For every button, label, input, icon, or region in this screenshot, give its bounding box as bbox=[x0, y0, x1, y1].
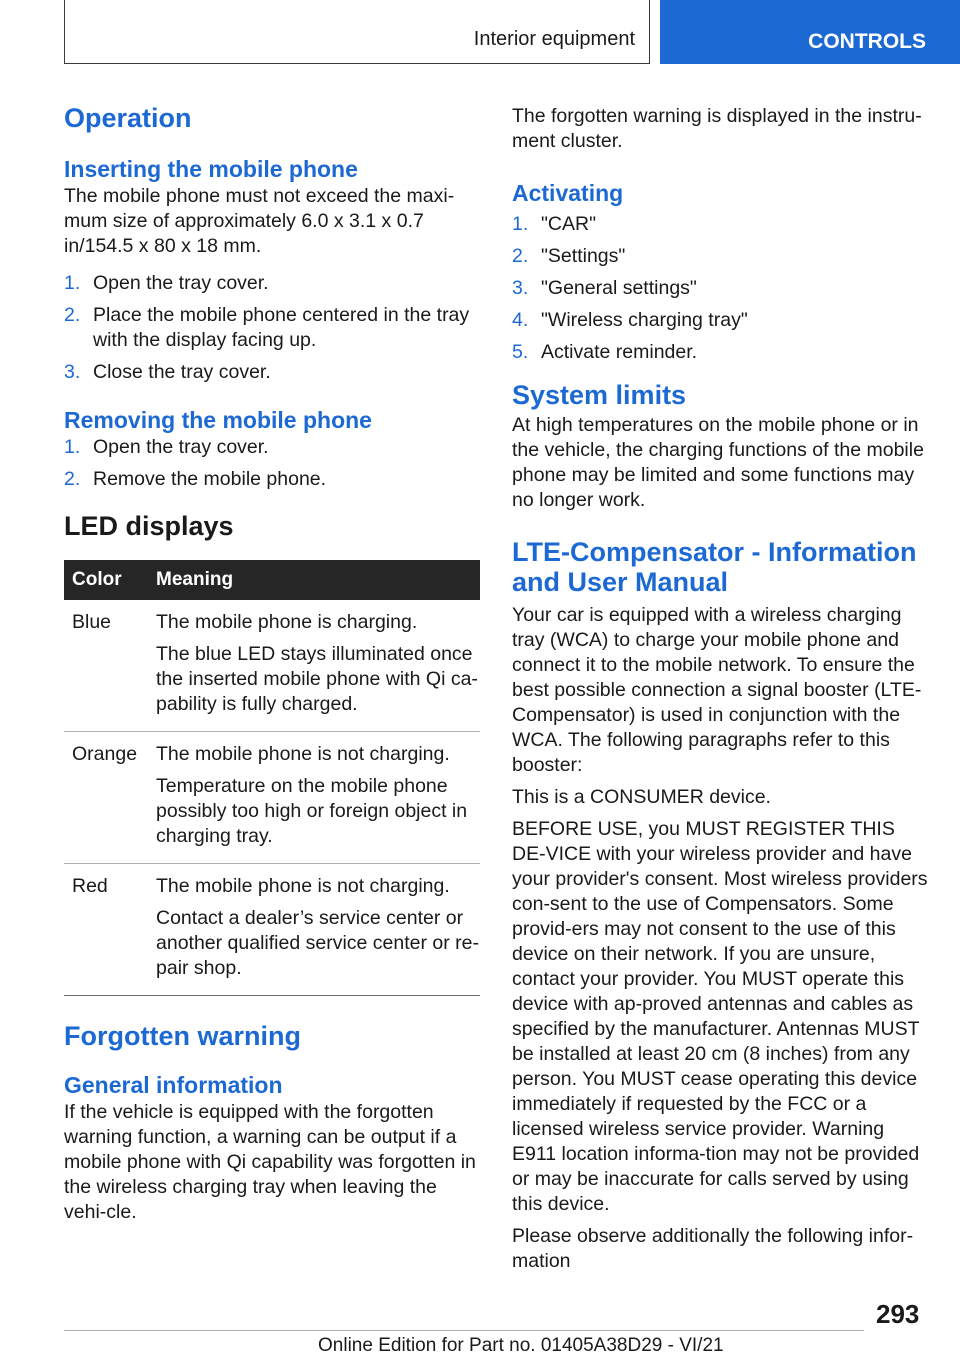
led-table bbox=[64, 560, 480, 996]
list-item-number: 3. bbox=[512, 277, 529, 299]
list-item-text: "Settings" bbox=[541, 245, 626, 267]
system-limits-heading: System limits bbox=[512, 380, 687, 410]
led-color-cell: Blue bbox=[64, 600, 156, 732]
list-item-text: Close the tray cover. bbox=[93, 361, 271, 383]
forgotten-heading: Forgotten warning bbox=[64, 1021, 301, 1051]
led-meaning-cell bbox=[156, 732, 480, 864]
list-item-text: Remove the mobile phone. bbox=[93, 468, 327, 490]
table-row bbox=[64, 864, 480, 996]
led-table-header-row bbox=[64, 560, 480, 600]
list-item-text: Open the tray cover. bbox=[93, 272, 269, 294]
led-meaning-line2: The blue LED stays illuminated once the inserted mobile phone with Qi ca-pability is fully charged. bbox=[156, 643, 478, 715]
table-row bbox=[64, 600, 480, 732]
list-item-text: "CAR" bbox=[541, 213, 597, 235]
forgotten-display-text: The forgotten warning is displayed in the instru-ment cluster. bbox=[512, 105, 922, 152]
right-column bbox=[512, 100, 928, 1274]
led-color-cell: Red bbox=[64, 864, 156, 996]
led-heading: LED displays bbox=[64, 511, 234, 541]
list-item-text: "General settings" bbox=[541, 277, 697, 299]
list-item bbox=[512, 308, 928, 333]
led-meaning-line2: Contact a dealer’s service center or another qualified service center or re-pair shop. bbox=[156, 907, 479, 979]
list-item-text: "Wireless charging tray" bbox=[541, 309, 748, 331]
lte-paragraph-1: Your car is equipped with a wireless charging tray (WCA) to charge your mobile phone and connect it to the mobile network. To ensure the best possible connection a signal booster (LTE-Compensator) is used in conjunction with the WCA. The following paragraphs refer to this booster: bbox=[512, 604, 922, 776]
inserting-heading: Inserting the mobile phone bbox=[64, 156, 358, 182]
list-item-number: 2. bbox=[64, 304, 81, 326]
list-item-number: 1. bbox=[512, 213, 529, 235]
led-meaning-cell bbox=[156, 864, 480, 996]
list-item bbox=[512, 276, 928, 301]
list-item bbox=[64, 435, 480, 460]
left-column bbox=[64, 100, 480, 1225]
led-table-header-color: Color bbox=[64, 560, 156, 600]
header-chapter-title: CONTROLS bbox=[808, 30, 926, 53]
led-meaning-line1: The mobile phone is not charging. bbox=[156, 743, 450, 765]
led-meaning-line1: The mobile phone is charging. bbox=[156, 611, 418, 633]
header-section-box bbox=[64, 0, 650, 64]
list-item-text: Open the tray cover. bbox=[93, 436, 269, 458]
page-number: 293 bbox=[876, 1299, 920, 1329]
list-item-number: 5. bbox=[512, 341, 529, 363]
list-item-number: 2. bbox=[64, 468, 81, 490]
list-item-number: 3. bbox=[64, 361, 81, 383]
activating-heading: Activating bbox=[512, 180, 624, 206]
led-meaning-cell bbox=[156, 600, 480, 732]
list-item bbox=[64, 271, 480, 296]
removing-heading: Removing the mobile phone bbox=[64, 407, 372, 433]
activating-steps bbox=[512, 212, 928, 365]
lte-paragraph-4: Please observe additionally the following infor-mation bbox=[512, 1225, 914, 1272]
footer-divider bbox=[64, 1330, 864, 1331]
footer-edition: Online Edition for Part no. 01405A38D29 - VI/21 bbox=[318, 1335, 724, 1356]
table-row bbox=[64, 732, 480, 864]
led-meaning-line2: Temperature on the mobile phone possibly too high or foreign object in charging tray. bbox=[156, 775, 468, 847]
inserting-text: The mobile phone must not exceed the maxi-mum size of approximately 6.0 x 3.1 x 0.7 in/154.5 x 80 x 18 mm. bbox=[64, 185, 455, 257]
list-item-number: 1. bbox=[64, 436, 81, 458]
list-item bbox=[64, 303, 480, 353]
list-item bbox=[64, 360, 480, 385]
list-item bbox=[512, 340, 928, 365]
led-meaning-line1: The mobile phone is not charging. bbox=[156, 875, 450, 897]
lte-paragraph-3: BEFORE USE, you MUST REGISTER THIS DE-VICE with your wireless provider and have your provider's consent. Most wireless providers con-sent to the use of Compensators. Some provid-ers may not consent to the use of this device on their network. If you are unsure, contact your provider. You MUST operate this device with ap-proved antennas and cables as specified by the manufacturer. Antennas MUST be installed at least 20 cm (8 inches) from any person. You MUST cease operating this device immediately if requested by the FCC or a licensed wireless service provider. Warning E911 location informa-tion may not be provided or may be inaccurate for calls served by using this device. bbox=[512, 818, 928, 1215]
list-item-text: Activate reminder. bbox=[541, 341, 698, 363]
general-info-heading: General information bbox=[64, 1072, 283, 1098]
operation-heading: Operation bbox=[64, 103, 192, 133]
list-item bbox=[512, 244, 928, 269]
list-item-number: 4. bbox=[512, 309, 529, 331]
general-info-text: If the vehicle is equipped with the forgotten warning function, a warning can be output if a mobile phone with Qi capability was forgotten in the wireless charging tray when leaving the vehi-cle. bbox=[64, 1101, 476, 1223]
list-item bbox=[512, 212, 928, 237]
list-item-text: Place the mobile phone centered in the tray with the display facing up. bbox=[93, 304, 470, 351]
system-limits-text: At high temperatures on the mobile phone or in the vehicle, the charging functions of the mobile phone may be limited and some functions may no longer work. bbox=[512, 414, 924, 511]
removing-steps bbox=[64, 435, 480, 492]
header-chapter-box bbox=[660, 0, 960, 64]
list-item bbox=[64, 467, 480, 492]
led-color-cell: Orange bbox=[64, 732, 156, 864]
header-section-title: Interior equipment bbox=[473, 28, 635, 50]
lte-heading: LTE-Compensator - Information and User Manual bbox=[512, 537, 917, 597]
list-item-number: 1. bbox=[64, 272, 81, 294]
list-item-number: 2. bbox=[512, 245, 529, 267]
lte-paragraph-2: This is a CONSUMER device. bbox=[512, 786, 771, 808]
inserting-steps bbox=[64, 271, 480, 385]
led-table-header-meaning: Meaning bbox=[156, 560, 480, 600]
